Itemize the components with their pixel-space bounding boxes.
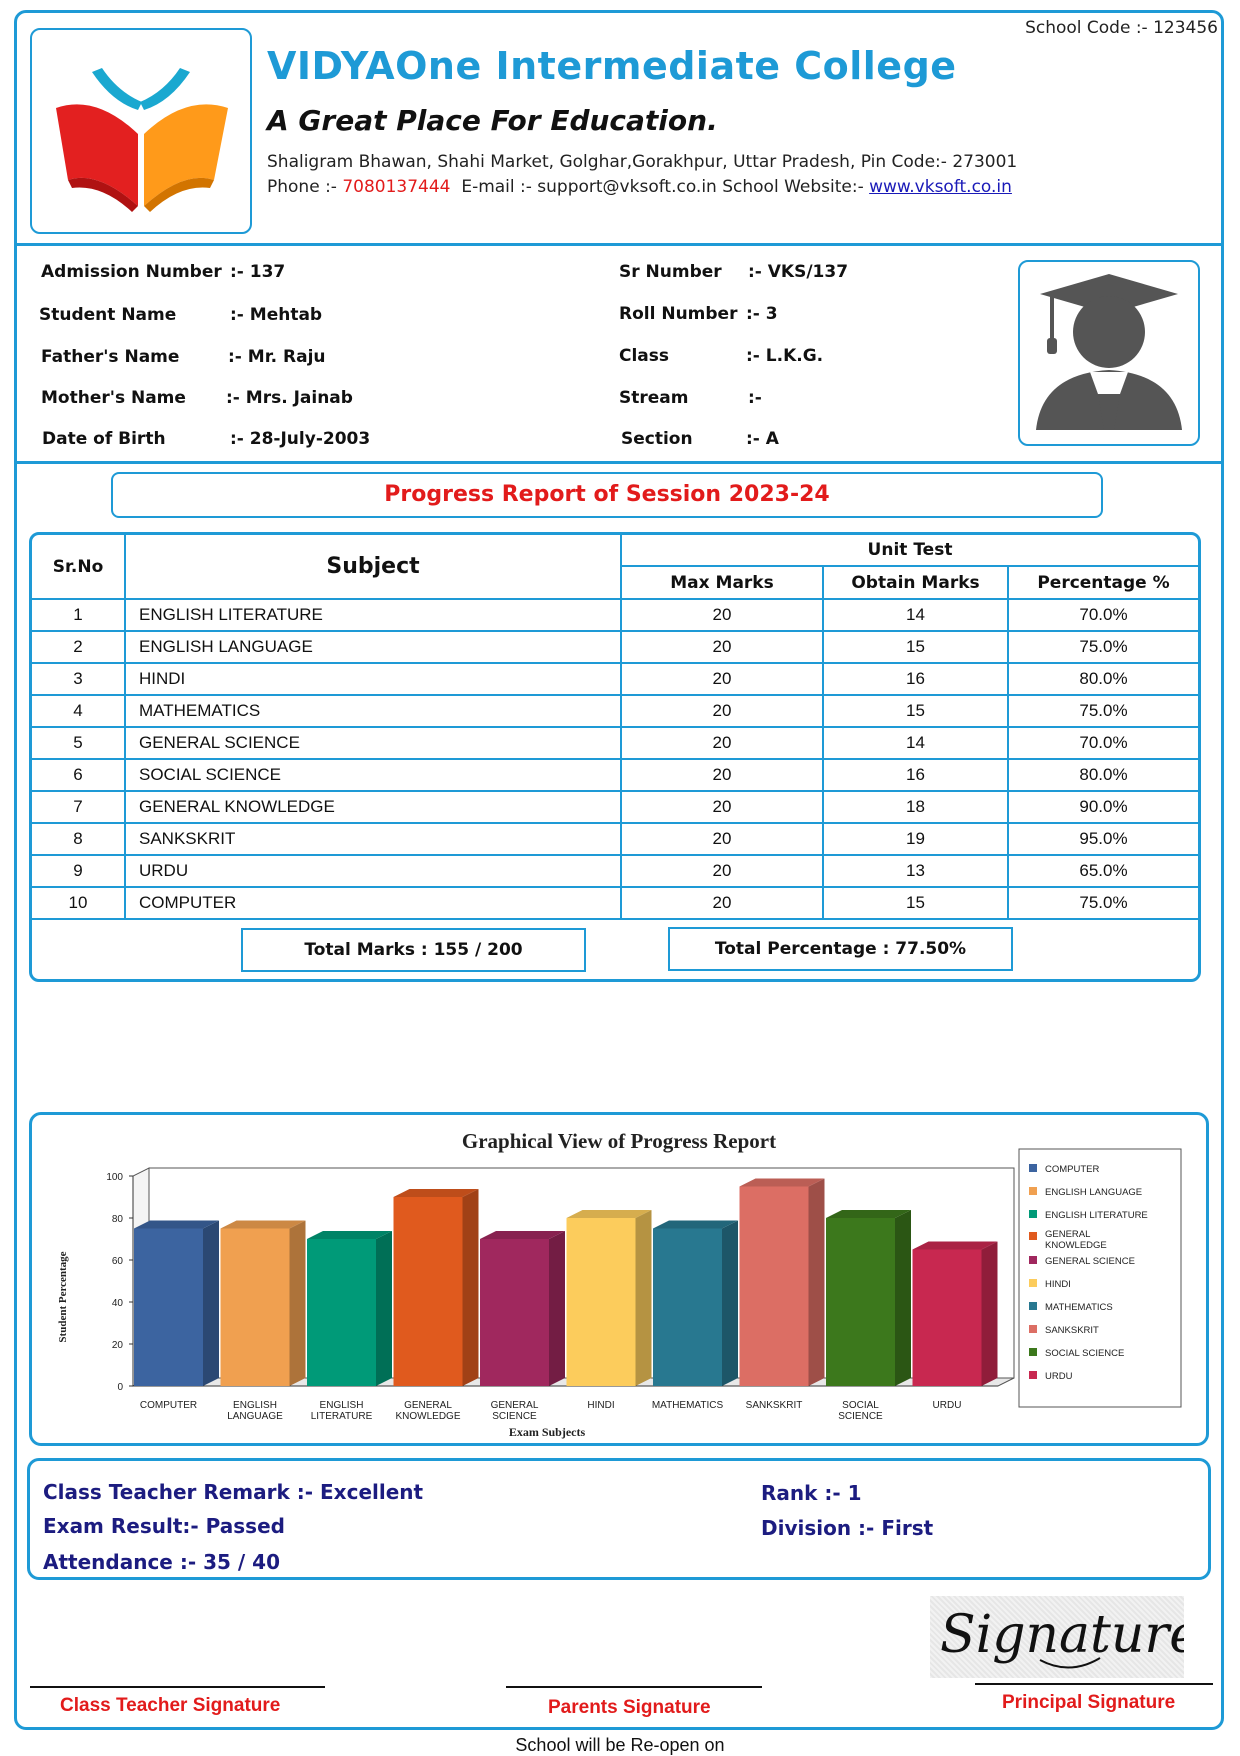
cell-sr: 5 xyxy=(32,727,125,759)
y-tick-label: 100 xyxy=(106,1172,123,1183)
cell-obtain-marks: 15 xyxy=(823,631,1008,663)
legend-label: ENGLISH LITERATURE xyxy=(1045,1210,1148,1221)
admission-number-label: Admission Number xyxy=(41,262,222,282)
cell-obtain-marks: 14 xyxy=(823,599,1008,631)
y-tick-label: 80 xyxy=(111,1214,123,1225)
attendance: Attendance :- 35 / 40 xyxy=(43,1550,280,1574)
parents-sign-line xyxy=(506,1686,762,1688)
college-name: VIDYAOne Intermediate College xyxy=(267,44,957,88)
cell-sr: 9 xyxy=(32,855,125,887)
bar xyxy=(913,1250,982,1387)
y-tick-label: 0 xyxy=(117,1382,123,1393)
x-tick-label: GENERAL SCIENCE xyxy=(490,1400,539,1422)
cell-max-marks: 20 xyxy=(621,695,823,727)
cell-percentage: 75.0% xyxy=(1008,631,1198,663)
father-name-value: :- Mr. Raju xyxy=(228,347,326,367)
bar xyxy=(740,1187,809,1387)
table-row xyxy=(32,823,1198,855)
bar xyxy=(307,1239,376,1386)
cell-sr: 4 xyxy=(32,695,125,727)
bar-side xyxy=(809,1179,825,1387)
legend-label: GENERAL SCIENCE xyxy=(1045,1256,1135,1267)
x-tick-label: ENGLISH LITERATURE xyxy=(310,1400,373,1422)
principal-signature-label: Principal Signature xyxy=(1002,1692,1176,1713)
legend-swatch xyxy=(1029,1164,1037,1172)
table-row xyxy=(32,887,1198,919)
header-obtain-marks: Obtain Marks xyxy=(823,566,1008,599)
marks-table-panel xyxy=(29,532,1201,982)
y-axis-label: Student Percentage xyxy=(57,1251,69,1343)
cell-max-marks: 20 xyxy=(621,855,823,887)
principal-signature-image xyxy=(930,1596,1184,1678)
x-tick-label: SOCIAL SCIENCE xyxy=(838,1400,883,1422)
divider-student xyxy=(14,461,1224,464)
father-name-label: Father's Name xyxy=(41,347,180,367)
class-label: Class xyxy=(619,346,670,366)
cell-sr: 3 xyxy=(32,663,125,695)
cell-obtain-marks: 19 xyxy=(823,823,1008,855)
cell-max-marks: 20 xyxy=(621,759,823,791)
cell-subject: ENGLISH LITERATURE xyxy=(125,599,621,631)
bar-side xyxy=(376,1231,392,1386)
cell-subject: COMPUTER xyxy=(125,887,621,919)
cell-max-marks: 20 xyxy=(621,823,823,855)
cell-obtain-marks: 15 xyxy=(823,695,1008,727)
cell-max-marks: 20 xyxy=(621,727,823,759)
bar-side xyxy=(636,1210,652,1386)
cell-obtain-marks: 15 xyxy=(823,887,1008,919)
remarks-panel xyxy=(27,1458,1211,1580)
bar xyxy=(394,1197,463,1386)
cell-percentage: 80.0% xyxy=(1008,663,1198,695)
chart-title: Graphical View of Progress Report xyxy=(461,1129,777,1153)
cell-obtain-marks: 13 xyxy=(823,855,1008,887)
cell-obtain-marks: 16 xyxy=(823,663,1008,695)
college-logo xyxy=(30,28,252,234)
principal-sign-line xyxy=(975,1683,1213,1685)
x-tick-label: HINDI xyxy=(587,1400,615,1411)
stream-label: Stream xyxy=(619,388,689,408)
bar xyxy=(567,1218,636,1386)
y-tick-label: 40 xyxy=(111,1298,123,1309)
bar-side xyxy=(203,1221,219,1387)
cell-obtain-marks: 16 xyxy=(823,759,1008,791)
legend-label: GENERAL KNOWLEDGE xyxy=(1045,1229,1107,1251)
class-value: :- L.K.G. xyxy=(746,346,824,366)
header-unit-test: Unit Test xyxy=(621,535,1198,566)
legend-swatch xyxy=(1029,1371,1037,1379)
school-code: School Code :- 123456 xyxy=(1025,18,1218,38)
mother-name-label: Mother's Name xyxy=(41,388,186,408)
legend-swatch xyxy=(1029,1256,1037,1264)
y-tick-label: 20 xyxy=(111,1340,123,1351)
cell-sr: 8 xyxy=(32,823,125,855)
bar xyxy=(134,1229,203,1387)
legend-swatch xyxy=(1029,1210,1037,1218)
cell-subject: GENERAL SCIENCE xyxy=(125,727,621,759)
bar xyxy=(221,1229,290,1387)
legend-label: ENGLISH LANGUAGE xyxy=(1045,1187,1143,1198)
stream-value: :- xyxy=(748,388,762,408)
legend-label: URDU xyxy=(1045,1371,1073,1382)
legend-label: MATHEMATICS xyxy=(1045,1302,1113,1313)
header-subject: Subject xyxy=(125,535,621,599)
bar-side xyxy=(722,1221,738,1387)
cell-obtain-marks: 14 xyxy=(823,727,1008,759)
bar-side xyxy=(549,1231,565,1386)
college-address: Shaligram Bhawan, Shahi Market, Golghar,Gorakhpur, Uttar Pradesh, Pin Code:- 273001 xyxy=(267,152,1018,172)
bar xyxy=(826,1218,895,1386)
sr-number-value: :- VKS/137 xyxy=(748,262,849,282)
parents-signature-label: Parents Signature xyxy=(548,1697,711,1718)
divider-header xyxy=(14,243,1224,246)
cell-obtain-marks: 18 xyxy=(823,791,1008,823)
progress-bar-chart xyxy=(32,1115,1206,1443)
legend-swatch xyxy=(1029,1187,1037,1195)
table-row xyxy=(32,631,1198,663)
header-sr-no: Sr.No xyxy=(32,535,125,599)
bar-side xyxy=(895,1210,911,1386)
x-tick-label: ENGLISH LANGUAGE xyxy=(227,1400,283,1422)
website-link[interactable]: www.vksoft.co.in xyxy=(869,177,1012,197)
cell-sr: 2 xyxy=(32,631,125,663)
bar-side xyxy=(982,1242,998,1387)
dob-value: :- 28-July-2003 xyxy=(230,429,371,449)
cell-sr: 10 xyxy=(32,887,125,919)
cell-max-marks: 20 xyxy=(621,791,823,823)
total-percentage: Total Percentage : 77.50% xyxy=(668,927,1013,971)
cell-percentage: 95.0% xyxy=(1008,823,1198,855)
sr-number-label: Sr Number xyxy=(619,262,722,282)
table-row xyxy=(32,695,1198,727)
phone-number: 7080137444 xyxy=(342,177,451,197)
cell-subject: SANKSKRIT xyxy=(125,823,621,855)
class-teacher-sign-line xyxy=(30,1686,325,1688)
x-tick-label: MATHEMATICS xyxy=(651,1400,724,1411)
reopen-note: School will be Re-open on xyxy=(515,1735,725,1755)
rank: Rank :- 1 xyxy=(761,1481,862,1505)
roll-number-label: Roll Number xyxy=(619,304,738,324)
contact-line xyxy=(267,177,1012,197)
bar-side xyxy=(290,1221,306,1387)
x-tick-label: URDU xyxy=(932,1400,962,1411)
cell-subject: URDU xyxy=(125,855,621,887)
exam-result: Exam Result:- Passed xyxy=(43,1514,285,1538)
email-text: E-mail :- support@vksoft.co.in School Website:- xyxy=(450,177,870,197)
admission-number-value: :- 137 xyxy=(230,262,286,282)
marks-table xyxy=(32,535,1198,920)
cell-percentage: 75.0% xyxy=(1008,887,1198,919)
cell-subject: GENERAL KNOWLEDGE xyxy=(125,791,621,823)
phone-label: Phone :- xyxy=(267,177,343,197)
section-label: Section xyxy=(621,429,693,449)
bar xyxy=(653,1229,722,1387)
cell-max-marks: 20 xyxy=(621,631,823,663)
table-row xyxy=(32,727,1198,759)
cell-max-marks: 20 xyxy=(621,599,823,631)
cell-percentage: 70.0% xyxy=(1008,599,1198,631)
legend-label: SANKSKRIT xyxy=(1045,1325,1099,1336)
graduate-avatar-icon xyxy=(1020,262,1198,444)
handwritten-signature xyxy=(930,1596,1184,1678)
cell-max-marks: 20 xyxy=(621,663,823,695)
cell-percentage: 90.0% xyxy=(1008,791,1198,823)
cell-percentage: 75.0% xyxy=(1008,695,1198,727)
legend-swatch xyxy=(1029,1325,1037,1333)
legend-swatch xyxy=(1029,1302,1037,1310)
x-tick-label: GENERAL KNOWLEDGE xyxy=(395,1400,461,1422)
mother-name-value: :- Mrs. Jainab xyxy=(226,388,353,408)
class-teacher-signature-label: Class Teacher Signature xyxy=(60,1695,281,1716)
student-name-value: :- Mehtab xyxy=(230,305,323,325)
cell-subject: ENGLISH LANGUAGE xyxy=(125,631,621,663)
cell-subject: MATHEMATICS xyxy=(125,695,621,727)
division: Division :- First xyxy=(761,1516,934,1540)
legend-swatch xyxy=(1029,1348,1037,1356)
legend-label: HINDI xyxy=(1045,1279,1071,1290)
cell-subject: SOCIAL SCIENCE xyxy=(125,759,621,791)
x-axis-label: Exam Subjects xyxy=(508,1425,586,1439)
table-row xyxy=(32,759,1198,791)
college-tagline: A Great Place For Education. xyxy=(267,104,718,137)
table-row xyxy=(32,855,1198,887)
legend-swatch xyxy=(1029,1232,1037,1240)
section-value: :- A xyxy=(746,429,779,449)
header-percentage: Percentage % xyxy=(1008,566,1198,599)
book-logo-icon xyxy=(32,30,250,232)
bar-side xyxy=(463,1189,479,1386)
cell-sr: 7 xyxy=(32,791,125,823)
cell-subject: HINDI xyxy=(125,663,621,695)
table-row xyxy=(32,791,1198,823)
teacher-remark: Class Teacher Remark :- Excellent xyxy=(43,1480,424,1504)
header-max-marks: Max Marks xyxy=(621,566,823,599)
cell-sr: 1 xyxy=(32,599,125,631)
x-tick-label: SANKSKRIT xyxy=(745,1400,803,1411)
legend-label: COMPUTER xyxy=(1045,1164,1100,1175)
cell-max-marks: 20 xyxy=(621,887,823,919)
legend-swatch xyxy=(1029,1279,1037,1287)
y-tick-label: 60 xyxy=(111,1256,123,1267)
session-title: Progress Report of Session 2023-24 xyxy=(111,472,1103,518)
table-row xyxy=(32,663,1198,695)
cell-percentage: 65.0% xyxy=(1008,855,1198,887)
cell-percentage: 80.0% xyxy=(1008,759,1198,791)
chart-panel xyxy=(29,1112,1209,1446)
total-marks: Total Marks : 155 / 200 xyxy=(241,928,586,972)
student-photo xyxy=(1018,260,1200,446)
student-name-label: Student Name xyxy=(39,305,177,325)
table-row xyxy=(32,599,1198,631)
roll-number-value: :- 3 xyxy=(746,304,778,324)
legend-label: SOCIAL SCIENCE xyxy=(1045,1348,1125,1359)
bar xyxy=(480,1239,549,1386)
dob-label: Date of Birth xyxy=(42,429,166,449)
x-tick-label: COMPUTER xyxy=(139,1400,198,1411)
cell-sr: 6 xyxy=(32,759,125,791)
svg-text:Signature: Signature xyxy=(940,1605,1184,1665)
cell-percentage: 70.0% xyxy=(1008,727,1198,759)
